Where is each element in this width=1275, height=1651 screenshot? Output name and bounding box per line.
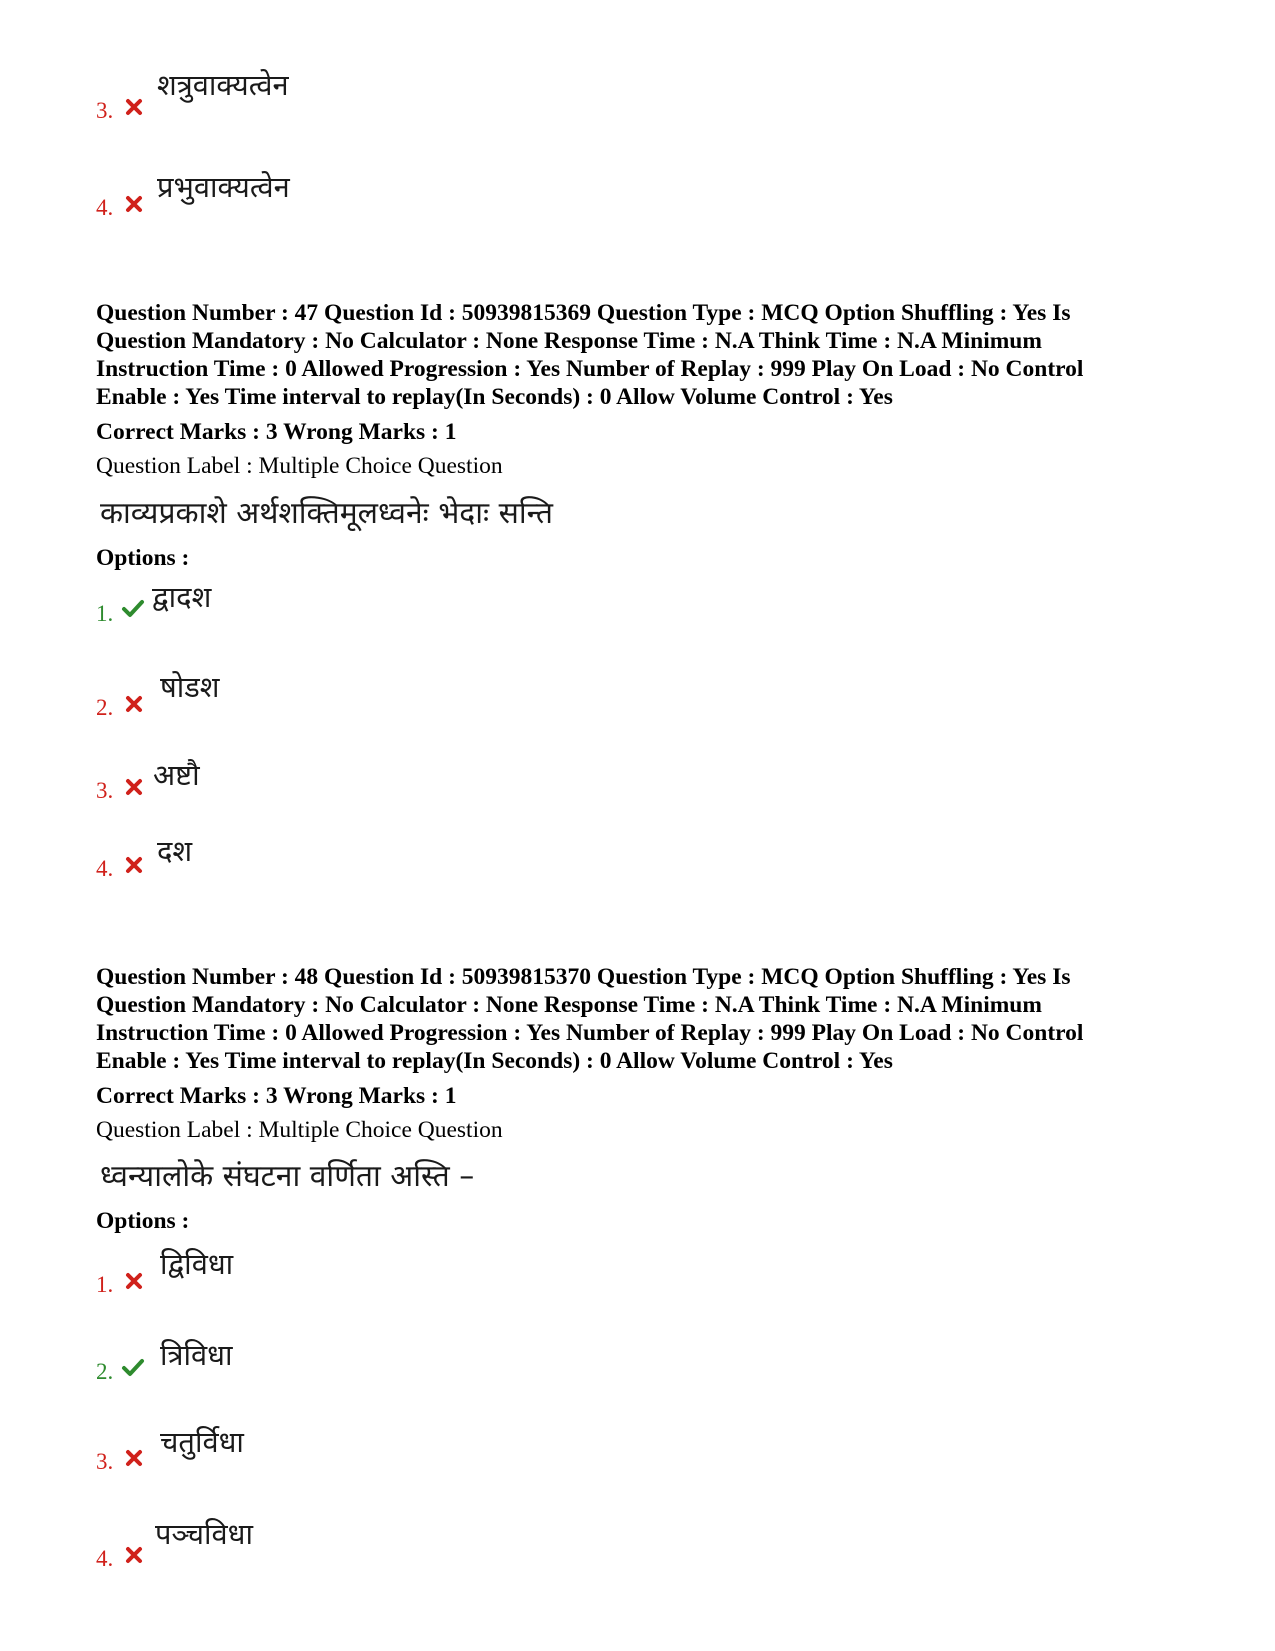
question-meta — [96, 963, 1216, 1075]
option-text: त्रिविधा — [160, 1338, 233, 1372]
option-number: 3. — [96, 1449, 114, 1474]
cross-icon — [124, 694, 144, 714]
cross-icon — [124, 1271, 144, 1291]
option-text: द्वादश — [152, 580, 212, 614]
option-number: 4. — [96, 856, 114, 881]
question-marks: Correct Marks : 3 Wrong Marks : 1 — [96, 1083, 457, 1109]
question-label: Question Label : Multiple Choice Question — [96, 1117, 503, 1143]
option-text: द्विविधा — [160, 1247, 234, 1281]
meta-line: Question Mandatory : No Calculator : None Response Time : N.A Think Time : N.A Minimum — [96, 992, 1042, 1018]
option-text: अष्टौ — [153, 758, 200, 792]
option-number: 3. — [96, 778, 114, 803]
option-number: 1. — [96, 601, 114, 626]
option-text: पञ्चविधा — [155, 1517, 253, 1551]
cross-icon — [124, 194, 144, 214]
check-icon — [121, 598, 145, 618]
option-number: 2. — [96, 1359, 114, 1384]
meta-line: Question Number : 47 Question Id : 50939815369 Question Type : MCQ Option Shuffling : Yes Is — [96, 300, 1071, 326]
option-text: दश — [157, 834, 193, 868]
meta-line: Enable : Yes Time interval to replay(In Seconds) : 0 Allow Volume Control : Yes — [96, 1048, 893, 1074]
question-text: ध्वन्यालोके संघटना वर्णिता अस्ति – — [100, 1159, 475, 1194]
option-number: 1. — [96, 1272, 114, 1297]
option-text: शत्रुवाक्यत्वेन — [157, 68, 289, 102]
question-meta — [96, 299, 1216, 411]
options-heading: Options : — [96, 1208, 190, 1234]
cross-icon — [124, 97, 144, 117]
question-text: काव्यप्रकाशे अर्थशक्तिमूलध्वनेः भेदाः सन्ति — [100, 496, 553, 531]
question-label: Question Label : Multiple Choice Question — [96, 453, 503, 479]
option-number: 4. — [96, 195, 114, 220]
cross-icon — [124, 1545, 144, 1565]
cross-icon — [124, 855, 144, 875]
cross-icon — [124, 777, 144, 797]
option-text: चतुर्विधा — [160, 1425, 244, 1459]
check-icon — [121, 1357, 145, 1377]
meta-line: Question Number : 48 Question Id : 50939815370 Question Type : MCQ Option Shuffling : Yes Is — [96, 964, 1071, 990]
meta-line: Question Mandatory : No Calculator : None Response Time : N.A Think Time : N.A Minimum — [96, 328, 1042, 354]
meta-line: Enable : Yes Time interval to replay(In Seconds) : 0 Allow Volume Control : Yes — [96, 384, 893, 410]
meta-line: Instruction Time : 0 Allowed Progression : Yes Number of Replay : 999 Play On Load : No Control — [96, 356, 1084, 382]
option-number: 4. — [96, 1546, 114, 1571]
option-number: 2. — [96, 695, 114, 720]
option-text: प्रभुवाक्यत्वेन — [157, 170, 290, 204]
option-text: षोडश — [160, 670, 220, 704]
question-marks: Correct Marks : 3 Wrong Marks : 1 — [96, 419, 457, 445]
option-number: 3. — [96, 98, 114, 123]
options-heading: Options : — [96, 545, 190, 571]
meta-line: Instruction Time : 0 Allowed Progression : Yes Number of Replay : 999 Play On Load : No Control — [96, 1020, 1084, 1046]
cross-icon — [124, 1448, 144, 1468]
